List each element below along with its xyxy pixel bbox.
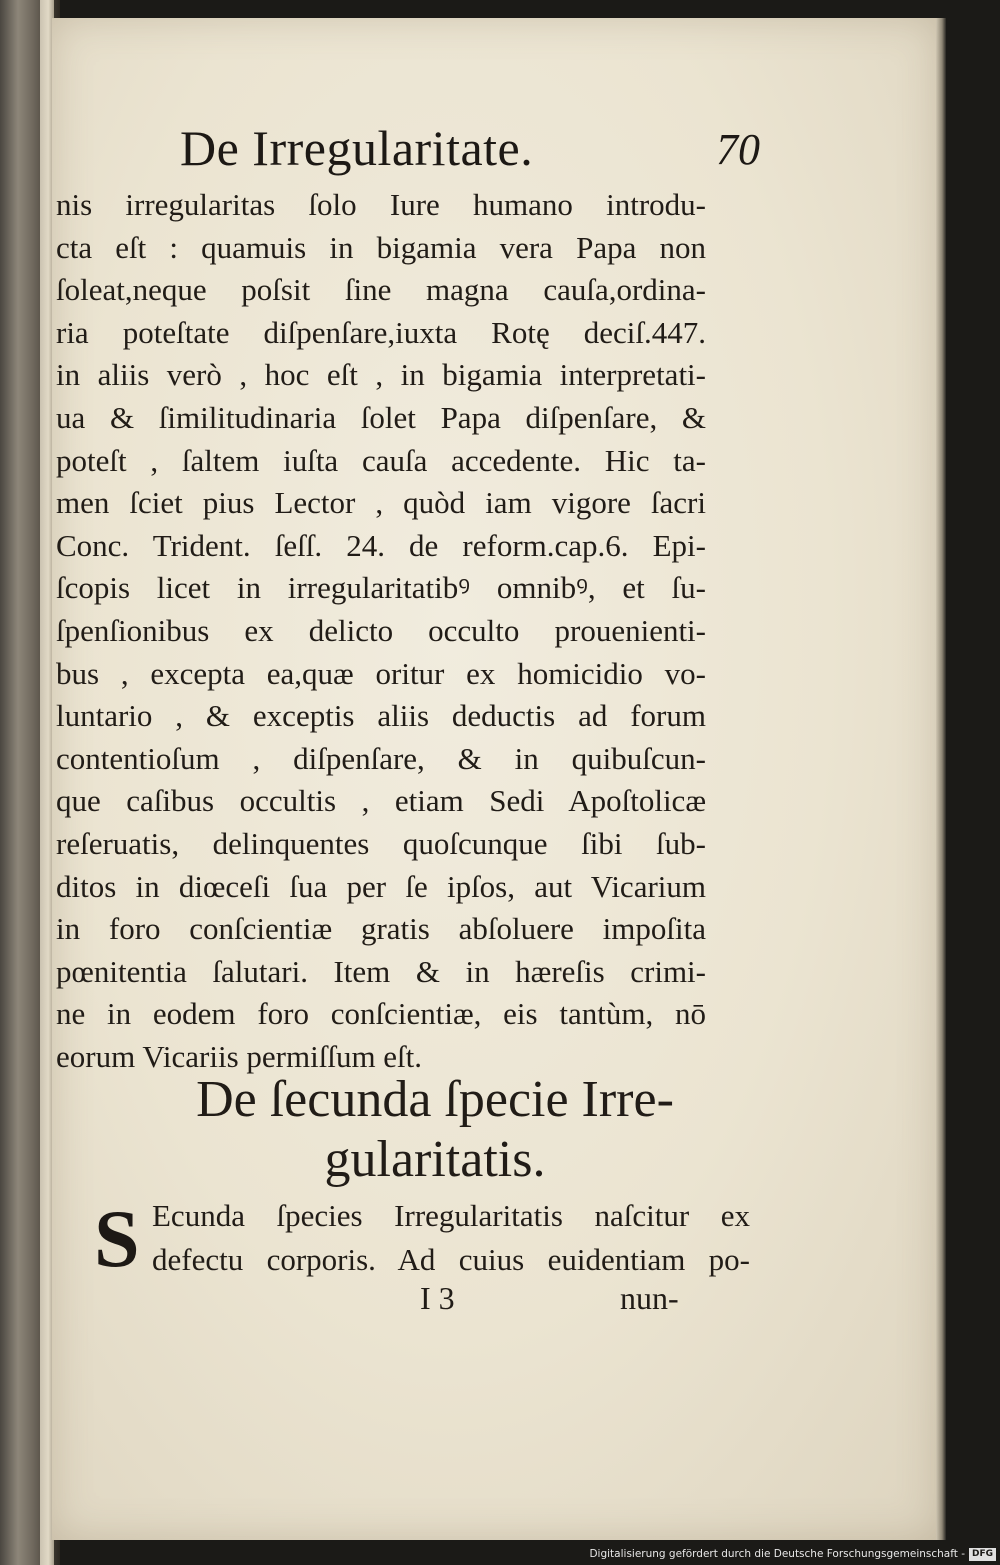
text-line: ua & ſimilitudinaria ſolet Papa diſpenſare, & [56, 399, 706, 435]
text-line: in foro conſcientiæ gratis abſoluere impoſita [56, 911, 706, 947]
text-line: que caſibus occultis , etiam Sedi Apoſtolicæ [56, 783, 706, 819]
catchword: nun- [620, 1280, 679, 1316]
body-text [56, 184, 706, 1078]
book-page [52, 18, 938, 1540]
running-title: De Irregularitate. [180, 120, 534, 176]
dfg-logo-icon: DFG [969, 1548, 996, 1561]
text-line: reſeruatis, delinquentes quoſcunque ſibi ſub- [56, 825, 706, 861]
text-line: luntario , & exceptis aliis deductis ad forum [56, 698, 706, 734]
text-line: Conc. Trident. ſeſſ. 24. de reform.cap.6. Epi- [56, 527, 706, 563]
text-line: bus , excepta ea,quæ oritur ex homicidio vo- [56, 655, 706, 691]
section-heading-line-1: De ſecunda ſpecie Irre- [196, 1071, 674, 1128]
text-line: ne in eodem foro conſcientiæ, eis tantùm, nō [56, 996, 706, 1032]
credit-bar [581, 1543, 1000, 1565]
text-line: pœnitentia ſalutari. Item & in hæreſis crimi- [56, 953, 706, 989]
section-heading-line-2: gularitatis. [324, 1131, 546, 1188]
text-line: ria poteſtate diſpenſare,iuxta Rotę deciſ.447. [56, 314, 706, 350]
text-line: cta eſt : quamuis in bigamia vera Papa non [56, 229, 706, 265]
page-number: 70 [716, 125, 760, 174]
text-line: contentioſum , diſpenſare, & in quibuſcun- [56, 740, 706, 776]
section-heading [110, 1070, 760, 1190]
section-text [94, 1193, 750, 1284]
signature-mark: I 3 [420, 1280, 455, 1316]
running-head [180, 118, 760, 188]
text-line: nis irregularitas ſolo Iure humano introdu- [56, 187, 706, 222]
text-line-last: eorum Vicariis permiſſum eſt. [56, 1038, 423, 1074]
text-line: men ſciet pius Lector , quòd iam vigore ſacri [56, 485, 706, 521]
credit-text: Digitalisierung gefördert durch die Deutsche Forschungsgemeinschaft - [589, 1548, 965, 1560]
text-line: defectu corporis. Ad cuius euidentiam po- [152, 1242, 750, 1277]
text-line: ditos in diœceſi ſua per ſe ipſos, aut Vicarium [56, 868, 706, 904]
text-line: ſcopis licet in irregularitatibꝰ omnibꝰ, et ſu- [56, 570, 706, 606]
text-line: in aliis verò , hoc eſt , in bigamia interpretati- [56, 357, 706, 393]
text-line: ſoleat,neque poſsit ſine magna cauſa,ordina- [56, 272, 706, 308]
text-line: poteſt , ſaltem iuſta cauſa accedente. Hic ta- [56, 442, 706, 478]
text-line: ſpenſionibus ex delicto occulto prouenienti- [56, 612, 706, 648]
page-footer [52, 1280, 938, 1330]
drop-cap-initial: S [94, 1193, 140, 1284]
text-line: Ecunda ſpecies Irregularitatis naſcitur ex [152, 1198, 750, 1233]
